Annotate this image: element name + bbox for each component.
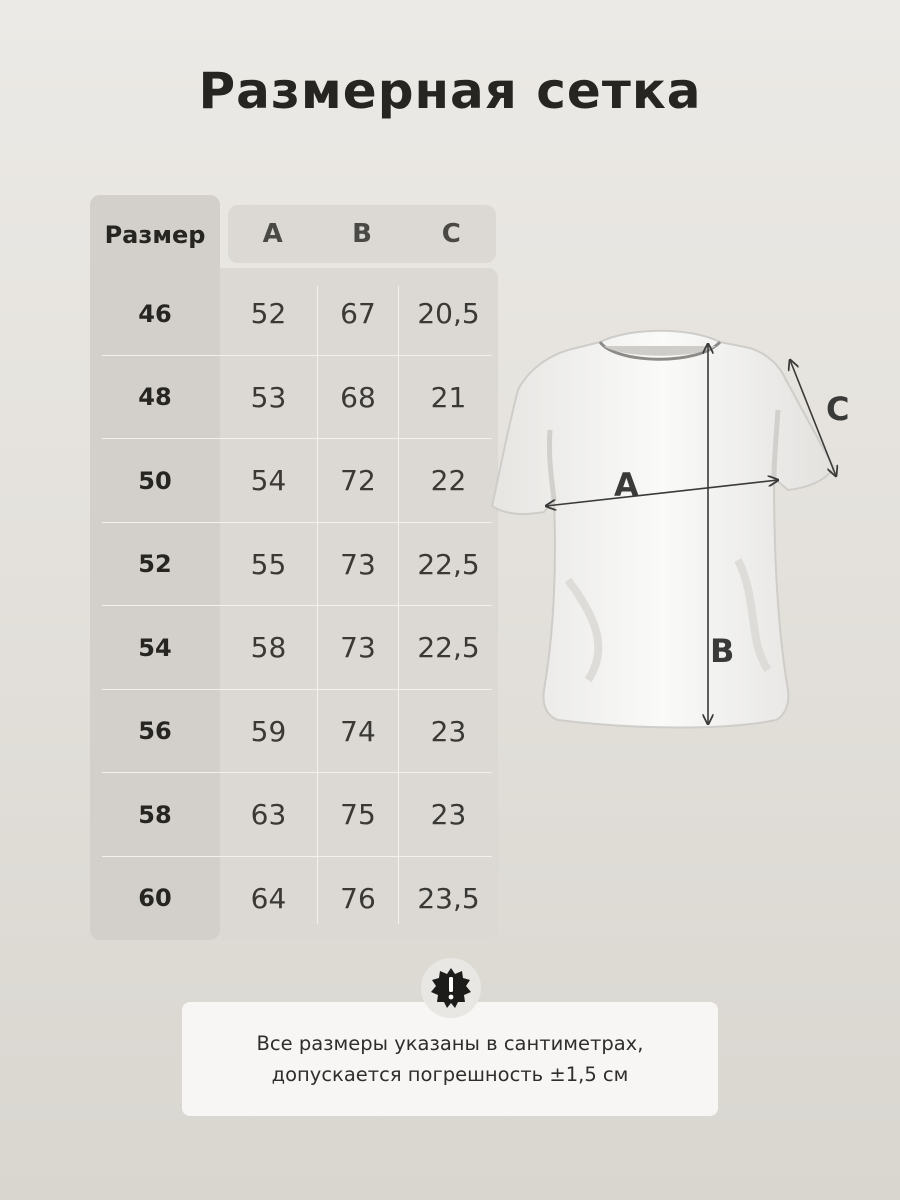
value-c-cell: 23 bbox=[430, 798, 467, 832]
value-c-cell: 22 bbox=[430, 464, 467, 498]
table-row bbox=[90, 857, 498, 941]
column-header-b: B bbox=[352, 219, 372, 249]
size-cell: 48 bbox=[138, 383, 172, 412]
table-row bbox=[90, 523, 498, 607]
value-a-cell: 53 bbox=[250, 380, 287, 414]
tshirt-measurement-diagram bbox=[488, 320, 888, 750]
size-cell: 50 bbox=[138, 466, 172, 495]
value-b-cell: 76 bbox=[340, 881, 376, 915]
label-a: A bbox=[614, 466, 639, 504]
value-c-cell: 23,5 bbox=[417, 881, 480, 915]
table-row bbox=[90, 439, 498, 523]
value-a-cell: 52 bbox=[250, 297, 287, 331]
value-a-cell: 64 bbox=[250, 881, 287, 915]
value-b-cell: 68 bbox=[340, 380, 376, 414]
table-row bbox=[90, 606, 498, 690]
table-row bbox=[90, 690, 498, 774]
size-cell: 46 bbox=[138, 299, 172, 328]
value-b-cell: 75 bbox=[340, 798, 376, 832]
table-row bbox=[90, 356, 498, 440]
value-c-cell: 23 bbox=[430, 714, 467, 748]
size-cell: 56 bbox=[138, 717, 172, 746]
page-title: Размерная сетка bbox=[198, 62, 702, 120]
value-b-cell: 73 bbox=[340, 631, 376, 665]
value-a-cell: 58 bbox=[250, 631, 287, 665]
note-line-2: допускается погрешность ±1,5 см bbox=[271, 1063, 629, 1086]
table-row bbox=[90, 272, 498, 356]
exclamation-badge-icon bbox=[421, 958, 481, 1018]
value-b-cell: 67 bbox=[340, 297, 376, 331]
value-c-cell: 20,5 bbox=[417, 297, 480, 331]
note-line-1: Все размеры указаны в сантиметрах, bbox=[256, 1032, 644, 1055]
value-c-cell: 21 bbox=[430, 380, 467, 414]
size-cell: 58 bbox=[138, 800, 172, 829]
label-c: C bbox=[826, 390, 850, 428]
table-row bbox=[90, 773, 498, 857]
size-cell: 52 bbox=[138, 550, 172, 579]
measurement-note bbox=[182, 1002, 718, 1116]
size-table bbox=[90, 272, 498, 940]
value-c-cell: 22,5 bbox=[417, 547, 480, 581]
size-cell: 60 bbox=[138, 884, 172, 913]
column-header-c: C bbox=[441, 219, 461, 249]
measurement-headers bbox=[228, 205, 496, 263]
value-a-cell: 63 bbox=[250, 798, 287, 832]
column-header-a: A bbox=[262, 219, 283, 249]
value-b-cell: 72 bbox=[340, 464, 376, 498]
value-a-cell: 55 bbox=[250, 547, 287, 581]
size-column-header: Размер bbox=[104, 221, 206, 249]
warning-seal-icon bbox=[429, 966, 473, 1010]
value-a-cell: 59 bbox=[250, 714, 287, 748]
value-b-cell: 73 bbox=[340, 547, 376, 581]
tshirt-icon bbox=[492, 331, 834, 728]
value-c-cell: 22,5 bbox=[417, 631, 480, 665]
label-b: B bbox=[710, 632, 735, 670]
value-a-cell: 54 bbox=[250, 464, 287, 498]
size-cell: 54 bbox=[138, 633, 172, 662]
value-b-cell: 74 bbox=[340, 714, 376, 748]
